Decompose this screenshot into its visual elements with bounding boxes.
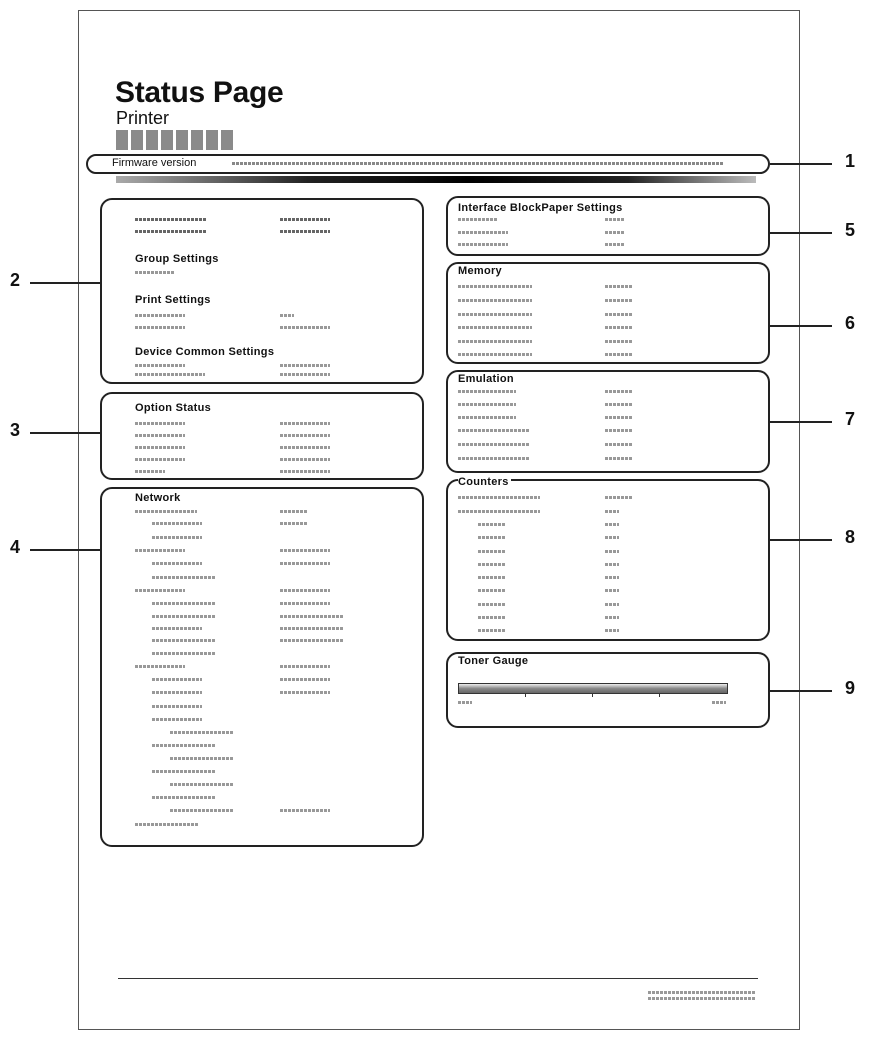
- placeholder-text: [605, 299, 633, 302]
- placeholder-text: [170, 783, 234, 786]
- placeholder-text: [605, 243, 625, 246]
- placeholder-text: [458, 353, 532, 356]
- placeholder-text: [280, 422, 330, 425]
- page-subtitle: Printer: [116, 108, 170, 128]
- footer-divider: [118, 978, 758, 979]
- callout-number-6: 6: [845, 313, 856, 333]
- placeholder-text: [280, 218, 330, 221]
- placeholder-text: [280, 373, 330, 376]
- placeholder-text: [458, 231, 508, 234]
- placeholder-text: [135, 665, 185, 668]
- placeholder-text: [478, 550, 506, 553]
- placeholder-text: [458, 403, 516, 406]
- callout-number-5: 5: [845, 220, 856, 240]
- placeholder-text: [152, 639, 216, 642]
- page-title: Status Page: [115, 76, 284, 109]
- placeholder-text: [135, 218, 207, 221]
- placeholder-text: [605, 218, 625, 221]
- placeholder-text: [280, 691, 330, 694]
- placeholder-text: [458, 299, 532, 302]
- placeholder-text: [152, 615, 216, 618]
- firmware-value-placeholder: [232, 162, 724, 165]
- placeholder-text: [152, 705, 202, 708]
- placeholder-text: [605, 313, 633, 316]
- placeholder-text: [605, 616, 619, 619]
- placeholder-text: [152, 718, 202, 721]
- placeholder-text: [605, 457, 633, 460]
- counters-heading: Counters: [458, 476, 509, 488]
- placeholder-text: [135, 422, 185, 425]
- gradient-bar: [116, 176, 756, 183]
- placeholder-text: [152, 627, 202, 630]
- placeholder-text: [280, 458, 330, 461]
- placeholder-text: [712, 701, 726, 704]
- placeholder-text: [280, 314, 294, 317]
- firmware-label: Firmware version: [112, 157, 197, 169]
- placeholder-text: [605, 340, 633, 343]
- placeholder-text: [152, 744, 216, 747]
- placeholder-text: [458, 416, 516, 419]
- placeholder-text: [605, 416, 633, 419]
- option-status-heading: Option Status: [135, 402, 212, 414]
- placeholder-text: [605, 576, 619, 579]
- placeholder-text: [280, 434, 330, 437]
- placeholder-text: [458, 510, 540, 513]
- callout-line: [30, 432, 100, 434]
- placeholder-text: [135, 589, 185, 592]
- callout-number-2: 2: [10, 270, 21, 290]
- callout-number-7: 7: [845, 409, 856, 429]
- placeholder-text: [458, 443, 530, 446]
- callout-line: [770, 690, 832, 692]
- placeholder-text: [605, 563, 619, 566]
- placeholder-text: [152, 576, 216, 579]
- placeholder-text: [152, 691, 202, 694]
- placeholder-text: [478, 536, 506, 539]
- memory-heading: Memory: [458, 265, 502, 277]
- callout-line: [770, 163, 832, 165]
- placeholder-text: [135, 230, 207, 233]
- toner-gauge-tick: [592, 694, 593, 697]
- placeholder-text: [605, 629, 619, 632]
- placeholder-text: [648, 997, 756, 1000]
- placeholder-text: [135, 549, 185, 552]
- placeholder-text: [605, 523, 619, 526]
- placeholder-text: [152, 602, 216, 605]
- placeholder-text: [280, 549, 330, 552]
- placeholder-text: [152, 562, 202, 565]
- placeholder-text: [280, 615, 344, 618]
- placeholder-text: [478, 616, 506, 619]
- placeholder-text: [135, 434, 185, 437]
- placeholder-text: [605, 443, 633, 446]
- placeholder-text: [605, 390, 633, 393]
- placeholder-text: [478, 589, 506, 592]
- placeholder-text: [135, 314, 185, 317]
- placeholder-text: [280, 510, 308, 513]
- toner-gauge-heading: Toner Gauge: [458, 655, 529, 667]
- callout-line: [770, 539, 832, 541]
- placeholder-text: [605, 231, 625, 234]
- placeholder-text: [135, 373, 205, 376]
- placeholder-text: [478, 523, 506, 526]
- placeholder-text: [170, 757, 234, 760]
- placeholder-text: [280, 665, 330, 668]
- placeholder-text: [280, 326, 330, 329]
- callout-line: [30, 282, 100, 284]
- callout-number-8: 8: [845, 527, 856, 547]
- placeholder-text: [280, 446, 330, 449]
- placeholder-text: [135, 470, 165, 473]
- callout-line: [30, 549, 100, 551]
- placeholder-text: [280, 522, 308, 525]
- placeholder-text: [478, 576, 506, 579]
- placeholder-text: [152, 652, 216, 655]
- placeholder-text: [605, 326, 633, 329]
- placeholder-text: [605, 536, 619, 539]
- callout-line: [770, 232, 832, 234]
- placeholder-text: [458, 313, 532, 316]
- placeholder-text: [478, 629, 506, 632]
- placeholder-text: [280, 639, 344, 642]
- placeholder-text: [458, 701, 472, 704]
- placeholder-text: [135, 823, 199, 826]
- placeholder-text: [605, 403, 633, 406]
- placeholder-text: [135, 271, 175, 274]
- placeholder-text: [458, 340, 532, 343]
- placeholder-text: [135, 326, 185, 329]
- placeholder-text: [605, 285, 633, 288]
- callout-number-1: 1: [845, 151, 856, 171]
- placeholder-text: [478, 603, 506, 606]
- placeholder-text: [280, 627, 344, 630]
- model-name-blocks: [116, 130, 233, 150]
- placeholder-text: [458, 496, 540, 499]
- placeholder-text: [605, 603, 619, 606]
- placeholder-text: [280, 562, 330, 565]
- placeholder-text: [605, 429, 633, 432]
- callout-line: [770, 421, 832, 423]
- placeholder-text: [135, 364, 185, 367]
- group-settings-heading: Group Settings: [135, 253, 219, 265]
- placeholder-text: [605, 589, 619, 592]
- placeholder-text: [280, 602, 330, 605]
- placeholder-text: [458, 457, 530, 460]
- toner-gauge-tick: [525, 694, 526, 697]
- placeholder-text: [152, 770, 216, 773]
- placeholder-text: [280, 364, 330, 367]
- placeholder-text: [458, 285, 532, 288]
- placeholder-text: [152, 796, 216, 799]
- print-settings-heading: Print Settings: [135, 294, 211, 306]
- placeholder-text: [605, 510, 619, 513]
- placeholder-text: [605, 550, 619, 553]
- placeholder-text: [458, 243, 508, 246]
- placeholder-text: [458, 390, 516, 393]
- toner-gauge-bar: [458, 683, 728, 694]
- network-heading: Network: [135, 492, 181, 504]
- placeholder-text: [280, 230, 330, 233]
- device-common-settings-heading: Device Common Settings: [135, 346, 275, 358]
- placeholder-text: [135, 510, 197, 513]
- placeholder-text: [458, 326, 532, 329]
- callout-number-4: 4: [10, 537, 21, 557]
- placeholder-text: [458, 429, 530, 432]
- toner-gauge-tick: [659, 694, 660, 697]
- placeholder-text: [170, 809, 234, 812]
- placeholder-text: [135, 458, 185, 461]
- placeholder-text: [280, 678, 330, 681]
- placeholder-text: [648, 991, 756, 994]
- emulation-heading: Emulation: [458, 373, 514, 385]
- callout-number-9: 9: [845, 678, 856, 698]
- placeholder-text: [458, 218, 498, 221]
- placeholder-text: [280, 470, 330, 473]
- placeholder-text: [152, 522, 202, 525]
- placeholder-text: [280, 589, 330, 592]
- interface-block-heading: Interface BlockPaper Settings: [458, 202, 623, 214]
- callout-line: [770, 325, 832, 327]
- placeholder-text: [605, 353, 633, 356]
- placeholder-text: [152, 536, 202, 539]
- placeholder-text: [478, 563, 506, 566]
- placeholder-text: [152, 678, 202, 681]
- callout-number-3: 3: [10, 420, 21, 440]
- placeholder-text: [605, 496, 633, 499]
- placeholder-text: [280, 809, 330, 812]
- placeholder-text: [135, 446, 185, 449]
- placeholder-text: [170, 731, 234, 734]
